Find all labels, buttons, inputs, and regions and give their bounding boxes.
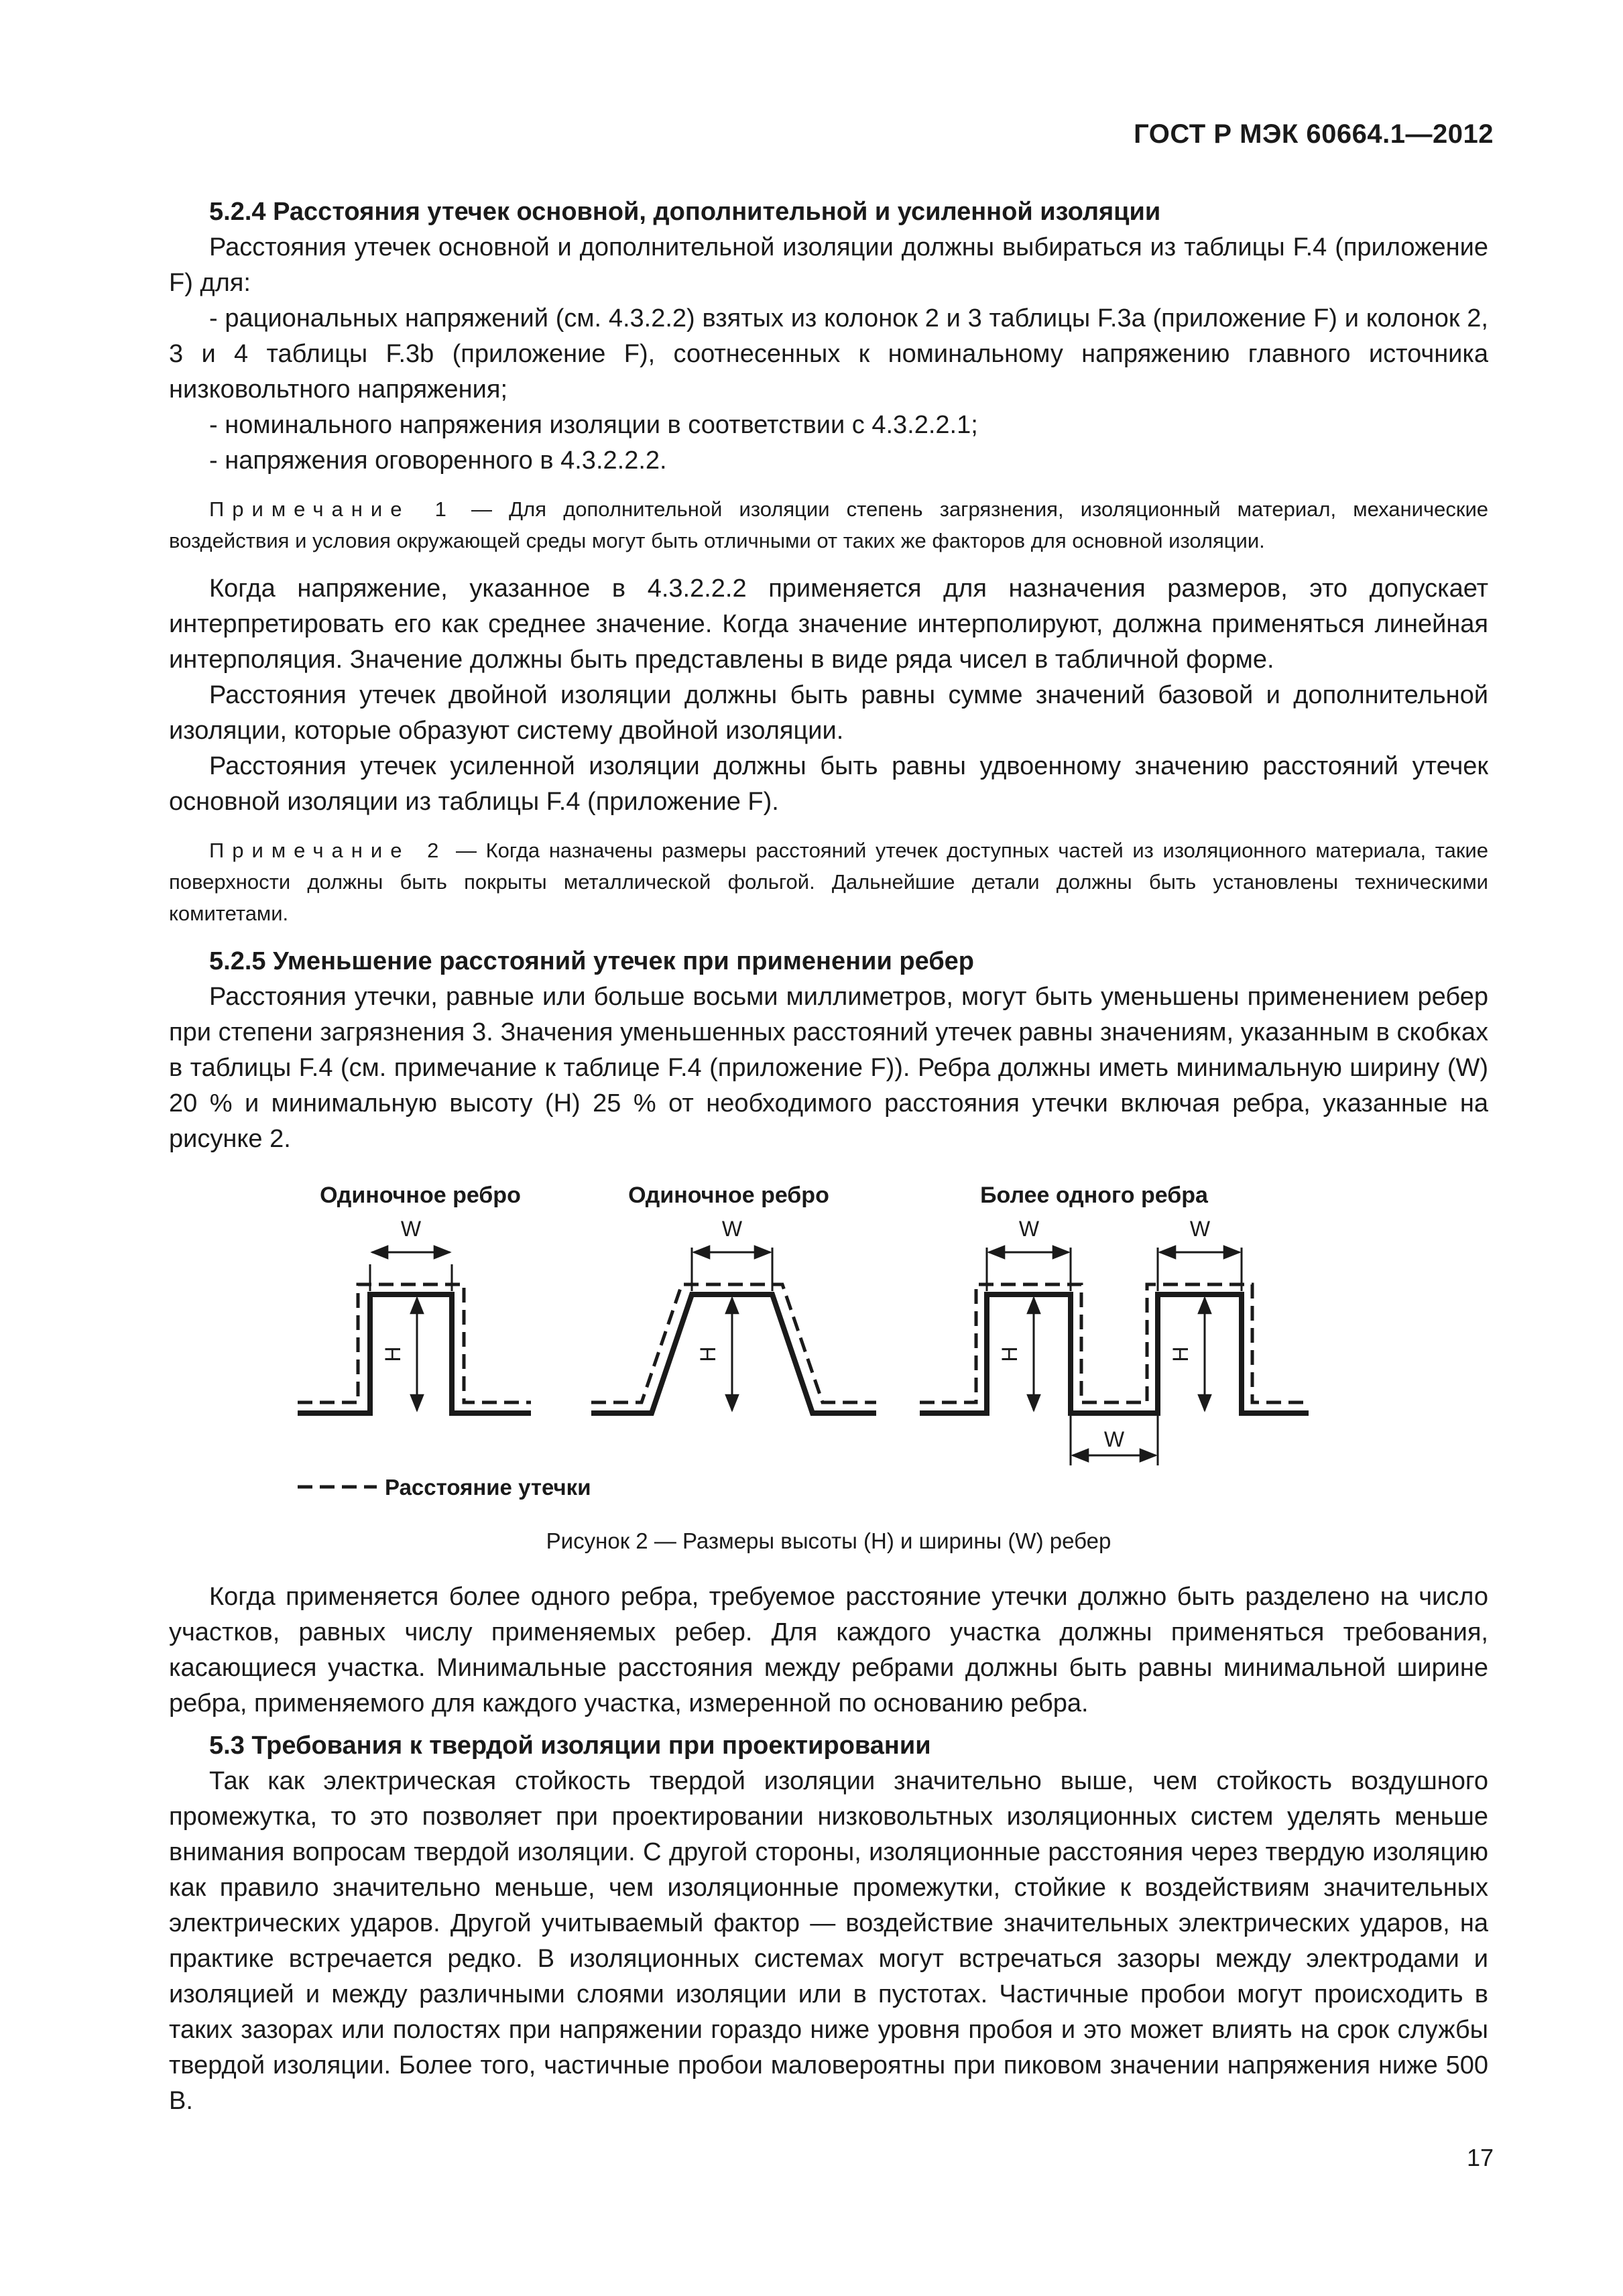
page-content [169,194,1488,2119]
note-1 [169,493,1488,556]
w-label-4: W [1189,1217,1211,1241]
section-524-paragraph-2: - рациональных напряжений (см. 4.3.2.2) взятых из колонок 2 и 3 таблицы F.3a (приложение F) и колонок 2, 3 и 4 таблицы F.3b (приложение F), соотнесенных к номинальному напряжению главного источника низковольтного напряжения; [169,304,1488,404]
note-2-label: Примечание 2 [209,839,447,862]
standard-code: ГОСТ Р МЭК 60664.1—2012 [1134,119,1494,149]
single-rib-rect [298,1252,531,1413]
single-rib-trapezoid [591,1248,876,1413]
section-524-paragraph-1: Расстояния утечек основной и дополнительной изоляции должны выбираться из таблицы F.4 (приложение F) для: [169,233,1488,297]
note-2 [169,835,1488,929]
h-label-4: H [1168,1346,1193,1362]
note-1-text: — Для дополнительной изоляции степень загрязнения, изоляционный материал, механические воздействия и условия окружающей среды могут быть отличными от таких же факторов для основной изоляции. [169,497,1488,552]
w-label-1: W [400,1217,422,1241]
label-single-rib-1: Одиночное ребро [320,1183,521,1208]
section-524-paragraph-7: Расстояния утечек усиленной изоляции должны быть равны удвоенному значению расстояний утечек основной изоляции из таблицы F.4 (приложение F). [169,752,1488,816]
section-524-paragraph-4: - напряжения оговоренного в 4.3.2.2.2. [209,446,667,475]
w-label-3: W [1018,1217,1040,1241]
h-label-2: H [696,1346,720,1362]
figure-caption: Рисунок 2 — Размеры высоты (H) и ширины (W) ребер [546,1528,1111,1553]
label-multi-rib: Более одного ребра [980,1183,1208,1208]
section-524-paragraph-5: Когда напряжение, указанное в 4.3.2.2.2 применяется для назначения размеров, это допускает интерпретировать его как среднее значение. Когда значение интерполируют, должна применяться линейная интерполяция. Значение должны быть представлены в виде ряда чисел в табличной форме. [169,575,1488,674]
section-524-paragraph-6: Расстояния утечек двойной изоляции должны быть равны сумме значений базовой и дополнительной изоляции, которые образуют систему двойной изоляции. [169,681,1488,745]
after-figure-paragraph: Когда применяется более одного ребра, требуемое расстояние утечки должно быть разделено на число участков, равных числу применяемых ребер. Для каждого участка должны применяться требования, касающиеся участка. Минимальные расстояния между ребрами должны быть равны минимальной ширине ребра, применяемого для каждого участка, измеренной по основанию ребра. [169,1583,1488,1717]
legend-label: Расстояние утечки [385,1475,591,1500]
section-53-heading: 5.3 Требования к твердой изоляции при проектировании [209,1732,931,1760]
note-2-text: — Когда назначены размеры расстояний утечек доступных частей из изоляционного материала, такие поверхности должны быть покрыты металлической фольгой. Дальнейшие детали должны быть установлены техническими комитетами. [169,839,1488,925]
w-label-5: W [1103,1427,1125,1451]
note-1-label: Примечание 1 [209,497,455,521]
h-label-3: H [998,1346,1022,1362]
section-524-paragraph-3: - номинального напряжения изоляции в соответствии с 4.3.2.2.1; [209,411,978,439]
figure-2 [169,1170,1488,1519]
section-524-heading: 5.2.4 Расстояния утечек основной, дополнительной и усиленной изоляции [209,198,1161,226]
page-number: 17 [1466,2144,1494,2171]
rib-dimensions-diagram [169,1170,1488,1519]
h-label-1: H [381,1346,405,1362]
section-53-paragraph-1: Так как электрическая стойкость твердой изоляции значительно выше, чем стойкость воздушного промежутка, то это позволяет при проектировании низковольтных изоляционных систем уделять меньше внимания вопросам твердой изоляции. С другой стороны, изоляционные расстояния через твердую изоляцию как правило значительно меньше, чем изоляционные промежутки, стойкие к воздействиям значительных электрических ударов. Другой учитываемый фактор — воздействие значительных электрических ударов, на практике встречается редко. В изоляционных системах могут встречаться зазоры между электродами и изоляцией и между различными слоями изоляции или в пустотах. Частичные пробои могут происходить в таких зазорах или полостях при напряжении гораздо ниже уровня пробоя и это может влиять на срок службы твердой изоляции. Более того, частичные пробои маловероятны при пиковом значении напряжения ниже 500 В. [169,1767,1488,2115]
section-525-paragraph-1: Расстояния утечки, равные или больше восьми миллиметров, могут быть уменьшены применением ребер при степени загрязнения 3. Значения уменьшенных расстояний утечек равны значениям, указанным в скобках в таблицы F.4 (см. примечание к таблице F.4 (приложение F)). Ребра должны иметь минимальную ширину (W) 20 % и минимальную высоту (H) 25 % от необходимого расстояния утечки включая ребра, указанные на рисунке 2. [169,983,1488,1153]
label-single-rib-2: Одиночное ребро [628,1183,829,1208]
w-label-2: W [721,1217,743,1241]
section-525-heading: 5.2.5 Уменьшение расстояний утечек при применении ребер [209,947,975,975]
